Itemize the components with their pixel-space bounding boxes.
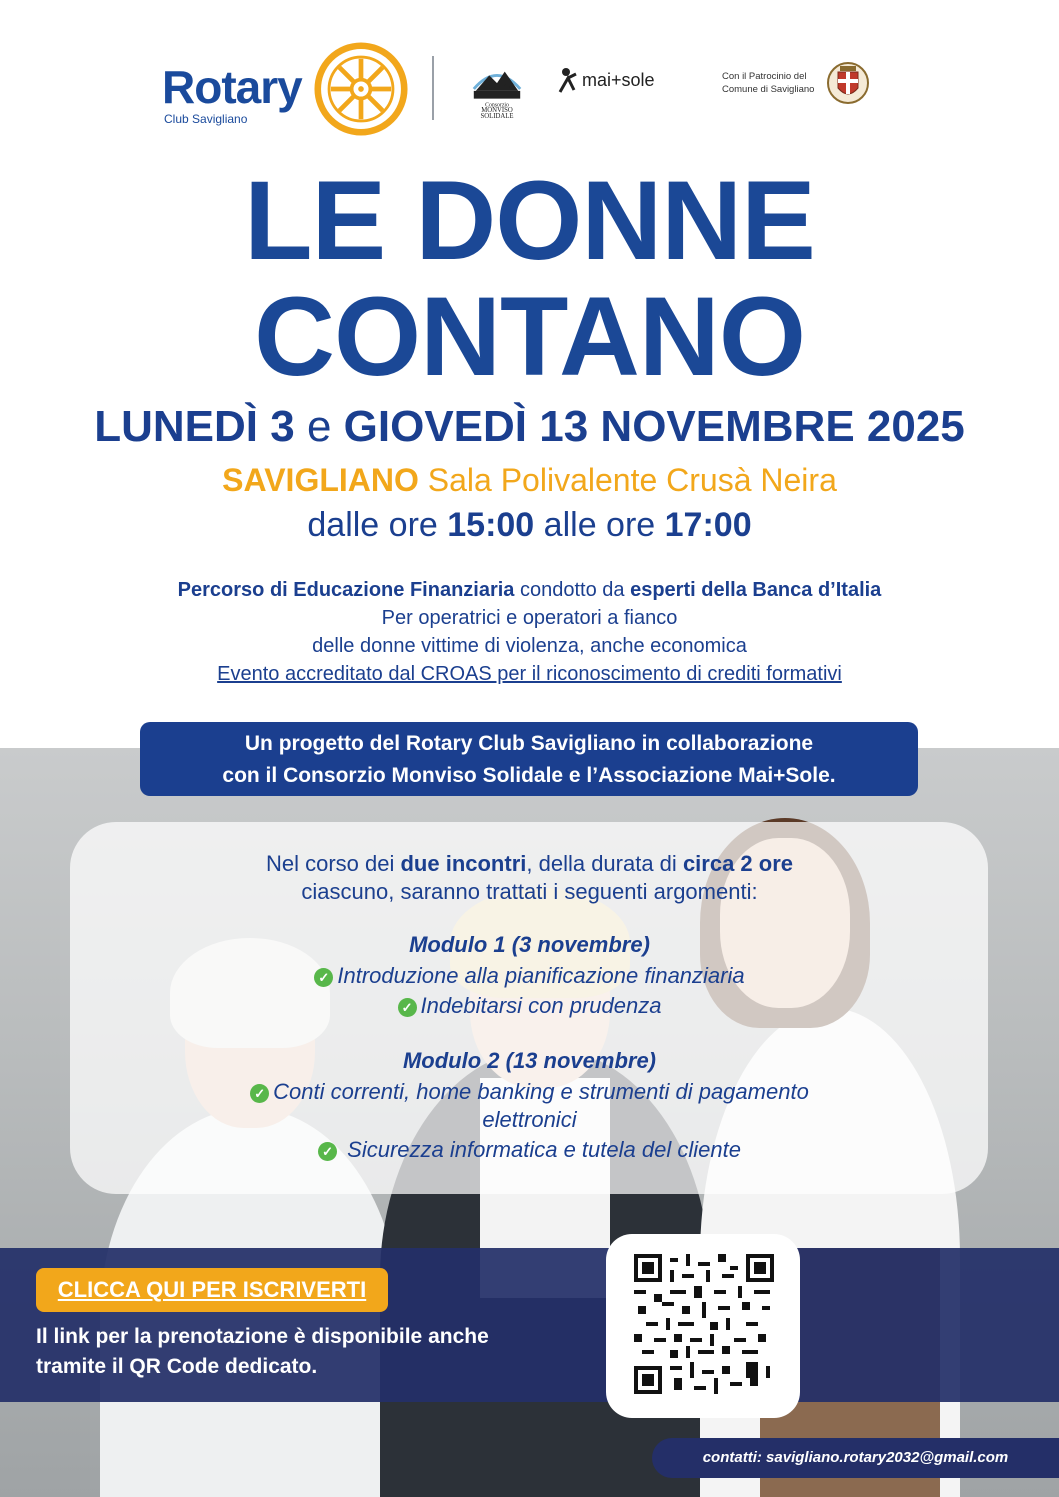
module1-title: Modulo 1 (3 novembre) (409, 932, 650, 957)
monviso-line3: SOLIDALE (480, 112, 514, 118)
module2-item2 (0, 1136, 1059, 1164)
module1-item2 (0, 992, 1059, 1020)
rotary-logo-wordmark: Rotary (162, 61, 302, 113)
hours-to: 17:00 (664, 506, 752, 544)
module2-item1-cont: elettronici (482, 1107, 577, 1132)
intro-line2: ciascuno, saranno trattati i seguenti argomenti: (301, 879, 758, 904)
project-line2: con il Consorzio Monviso Solidale e l’Associazione Mai+Sole. (222, 764, 836, 787)
mai-sole-text: mai+sole (582, 70, 655, 90)
project-banner (140, 722, 918, 796)
desc-line2: Per operatrici e operatori a fianco (381, 607, 678, 629)
desc-led-by: condotto da (520, 579, 625, 601)
hours-from: 15:00 (447, 506, 535, 544)
hours-to-label: alle ore (543, 506, 656, 544)
registration-line1: Il link per la prenotazione è disponibile anche (36, 1325, 489, 1348)
event-description (0, 576, 1059, 688)
qr-code[interactable] (634, 1254, 774, 1394)
patrocinio-line1: Con il Patrocinio del (722, 71, 807, 82)
check-icon: ✓ (318, 1142, 337, 1161)
savigliano-crest-icon (826, 60, 870, 106)
desc-croas-link[interactable]: Evento accreditato dal CROAS per il riconoscimento di crediti formativi (217, 663, 842, 685)
place-venue: Sala Polivalente Crusà Neira (427, 462, 837, 498)
check-icon: ✓ (398, 998, 417, 1017)
module2-title: Modulo 2 (13 novembre) (402, 1048, 657, 1073)
module2-item2-text: Sicurezza informatica e tutela del cliente (347, 1137, 741, 1162)
date-first: LUNEDÌ 3 (94, 402, 295, 451)
monviso-line2: MONVISO (481, 107, 513, 115)
mai-sole-logo (556, 62, 696, 98)
event-place (0, 462, 1059, 499)
monviso-line1: Consorzio (485, 102, 509, 109)
rotary-wheel-icon (314, 42, 408, 136)
desc-course: Percorso di Educazione Finanziaria (177, 579, 515, 601)
intro-bold1: due incontri (400, 851, 527, 876)
check-icon: ✓ (314, 968, 333, 987)
desc-line3: delle donne vittime di violenza, anche economica (312, 635, 747, 657)
patrocinio-line2: Comune di Savigliano (722, 84, 815, 95)
registration-info (36, 1322, 596, 1382)
hours-from-label: dalle ore (307, 506, 438, 544)
module2-item1 (0, 1078, 1059, 1106)
header-divider (432, 56, 434, 120)
module1-item2-text: Indebitarsi con prudenza (420, 993, 662, 1018)
title-line2: CONTANO (254, 274, 805, 399)
registration-line2: tramite il QR Code dedicato. (36, 1355, 318, 1378)
intro-bold2: circa 2 ore (682, 851, 794, 876)
patrocinio-text (722, 70, 814, 96)
date-conj: e (306, 402, 332, 451)
module1-item1-text: Introduzione alla pianificazione finanziaria (337, 963, 745, 988)
check-icon: ✓ (250, 1084, 269, 1103)
register-button[interactable]: CLICCA QUI PER ISCRIVERTI (36, 1268, 388, 1312)
intro-part1: Nel corso dei (265, 851, 395, 876)
title-line1: LE DONNE (244, 158, 815, 283)
date-second: GIOVEDÌ 13 NOVEMBRE 2025 (343, 402, 965, 451)
program-intro (0, 850, 1059, 906)
event-hours (0, 506, 1059, 545)
module2-item1-text: Conti correnti, home banking e strumenti di pagamento (273, 1079, 809, 1104)
event-dates (0, 402, 1059, 452)
intro-part2: , della durata di (526, 851, 677, 876)
rotary-club-name: Club Savigliano (164, 112, 248, 126)
monviso-solidale-logo (468, 58, 526, 118)
place-city: SAVIGLIANO (222, 462, 419, 498)
desc-experts: esperti della Banca d’Italia (630, 579, 882, 601)
module1-item1 (0, 962, 1059, 990)
contact-email[interactable]: contatti: savigliano.rotary2032@gmail.com (652, 1438, 1059, 1478)
project-line1: Un progetto del Rotary Club Savigliano in collaborazione (244, 732, 814, 755)
